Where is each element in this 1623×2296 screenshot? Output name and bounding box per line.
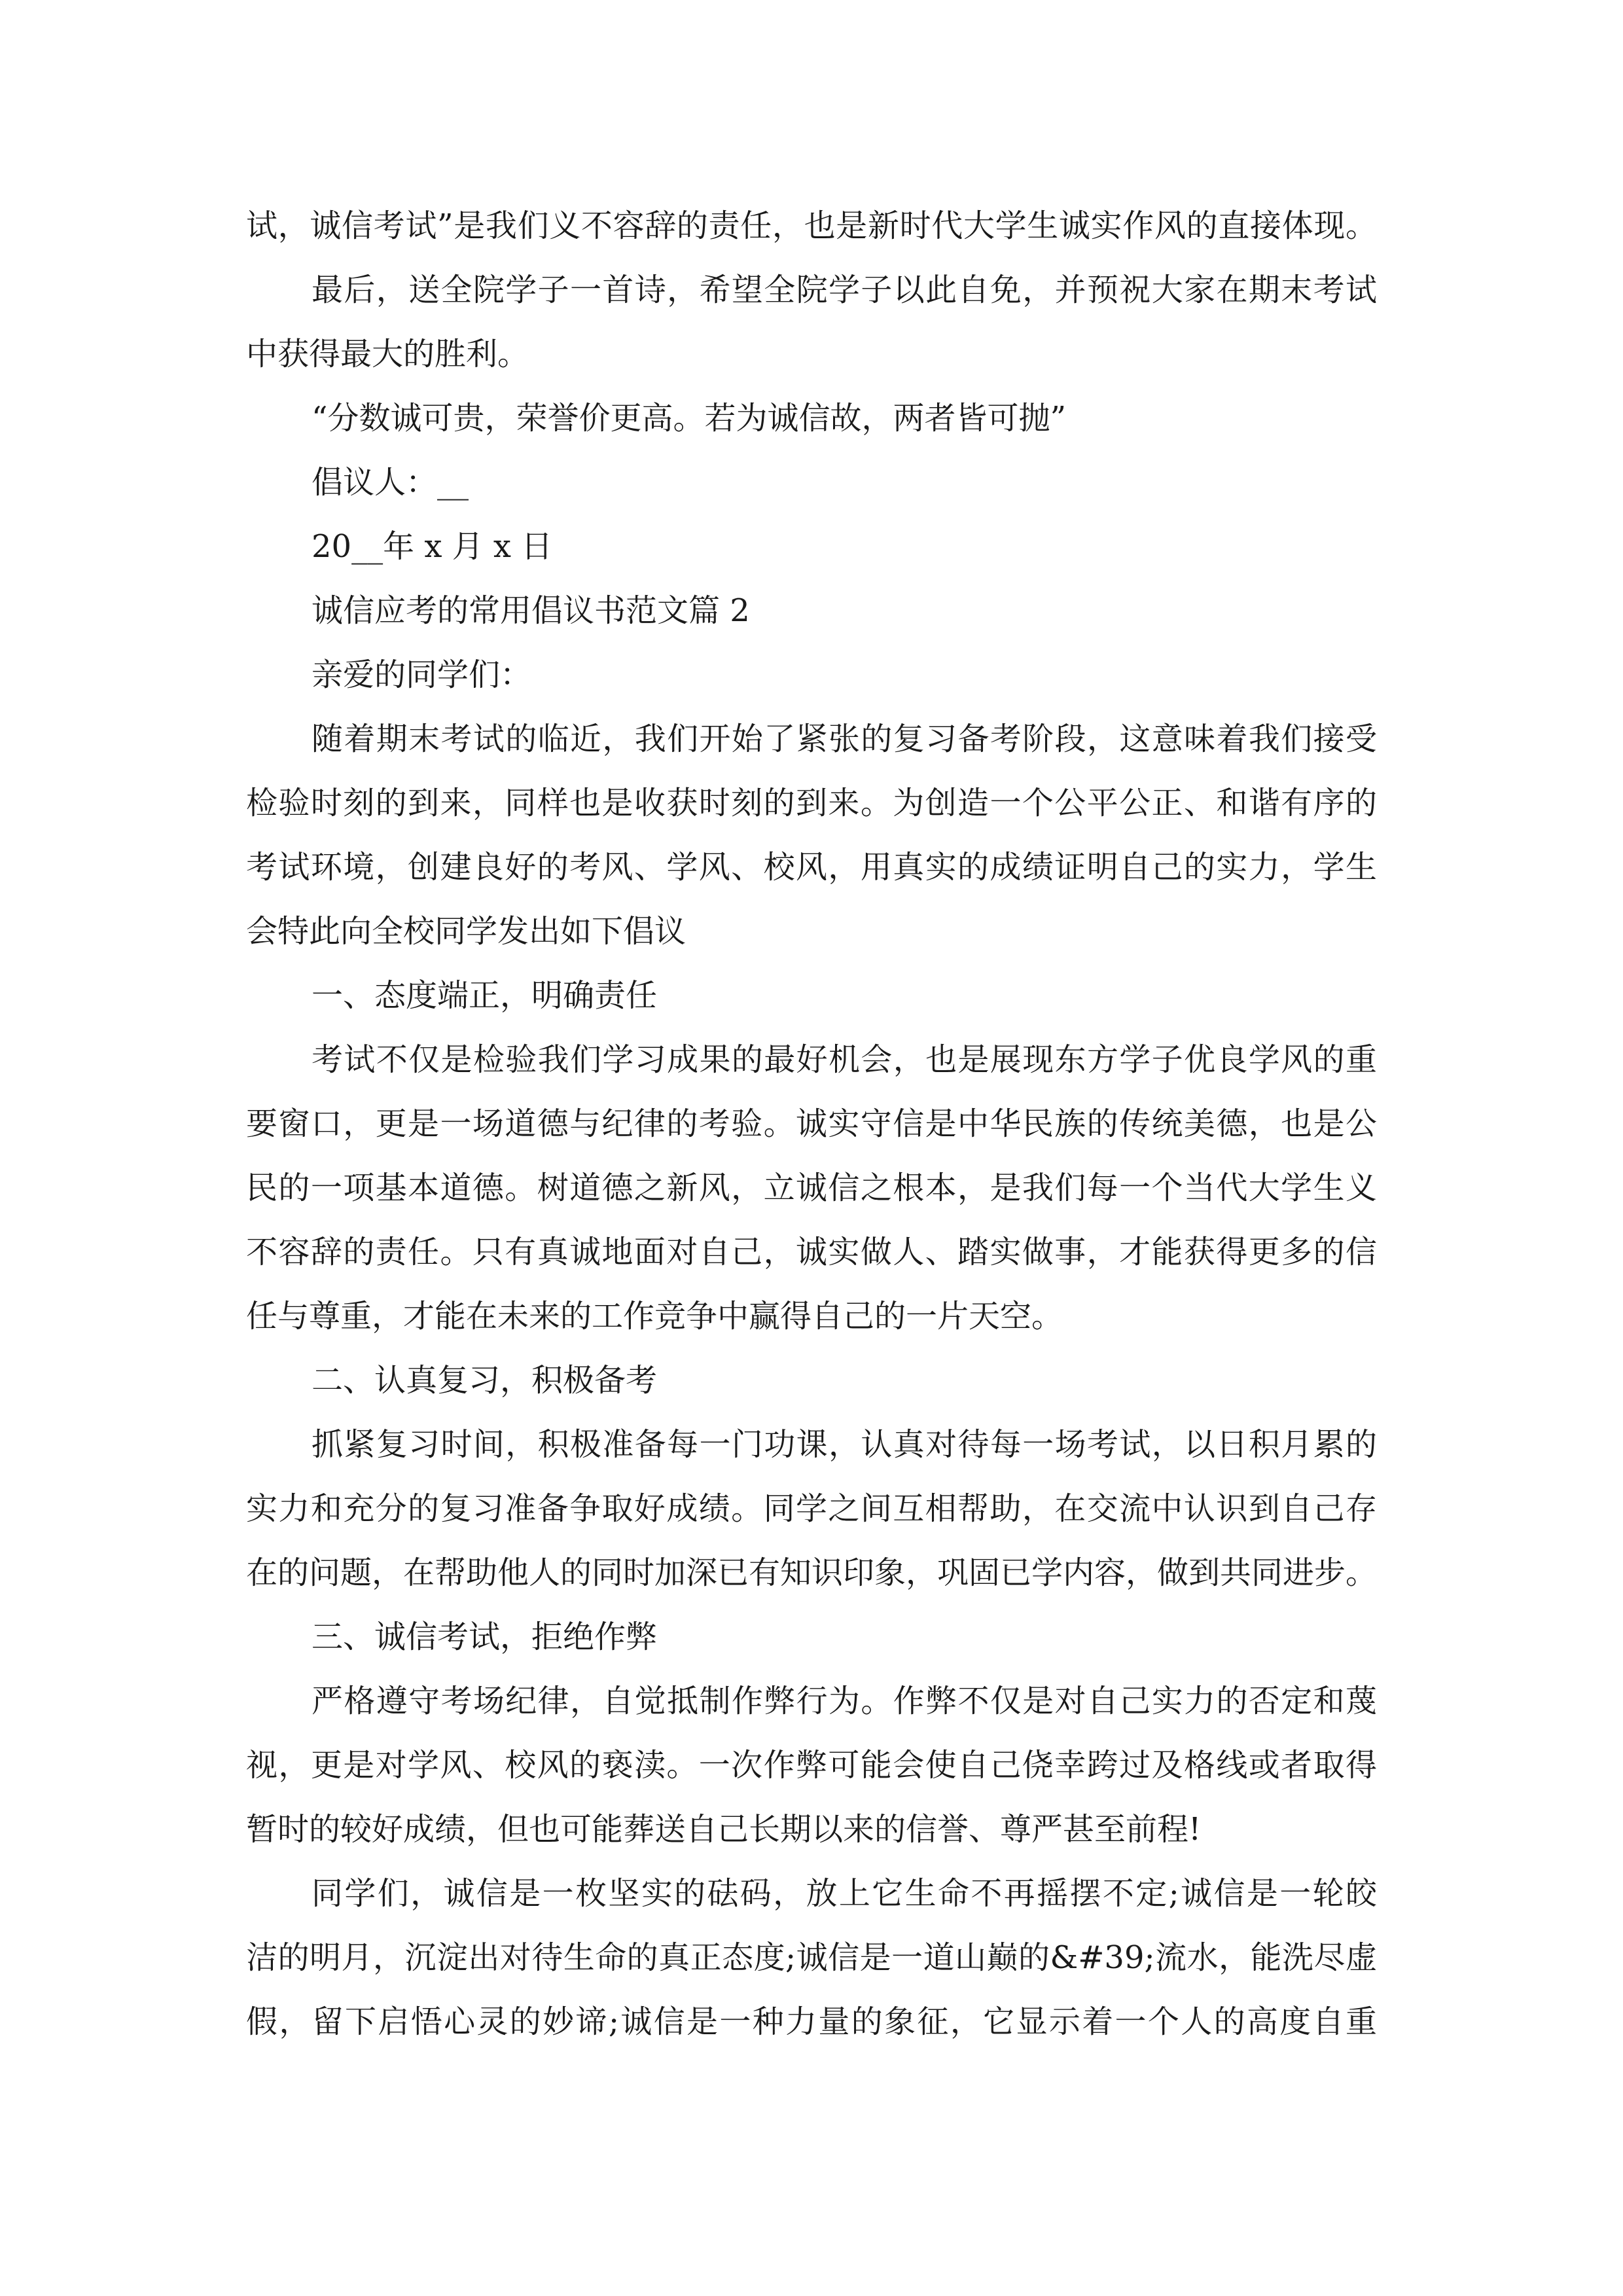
text-line: 试，诚信考试”是我们义不容辞的责任，也是新时代大学生诚实作风的直接体现。	[246, 207, 1377, 244]
text-line: 任与尊重，才能在未来的工作竞争中赢得自己的一片天空。	[246, 1298, 1063, 1335]
text-line: 抓紧复习时间，积极准备每一门功课，认真对待每一场考试，以日积月累的	[312, 1426, 1377, 1463]
text-line: 不容辞的责任。只有真诚地面对自己，诚实做人、踏实做事，才能获得更多的信	[246, 1234, 1377, 1270]
heading-3: 三、诚信考试，拒绝作弊	[312, 1619, 658, 1655]
text-line: 考试环境，创建良好的考风、学风、校风，用真实的成绩证明自己的实力，学生	[246, 849, 1377, 886]
heading-2: 二、认真复习，积极备考	[312, 1362, 658, 1399]
section-title: 诚信应考的常用倡议书范文篇 2	[312, 592, 750, 629]
text-line: 暂时的较好成绩，但也可能葬送自己长期以来的信誉、尊严甚至前程!	[246, 1811, 1202, 1848]
heading-1: 一、态度端正，明确责任	[312, 977, 658, 1014]
text-line: 洁的明月，沉淀出对待生命的真正态度;诚信是一道山巅的&#39;流水，能洗尽虚	[246, 1939, 1377, 1976]
text-line: 视，更是对学风、校风的亵渎。一次作弊可能会使自己侥幸跨过及格线或者取得	[246, 1747, 1377, 1784]
text-line: 会特此向全校同学发出如下倡议	[246, 913, 687, 950]
text-line: 考试不仅是检验我们学习成果的最好机会，也是展现东方学子优良学风的重	[312, 1041, 1377, 1078]
quote-line: “分数诚可贵，荣誉价更高。若为诚信故，两者皆可抛”	[312, 400, 1067, 437]
text-line: 要窗口，更是一场道德与纪律的考验。诚实守信是中华民族的传统美德，也是公	[246, 1105, 1377, 1142]
text-line: 民的一项基本道德。树道德之新风，立诚信之根本，是我们每一个当代大学生义	[246, 1170, 1377, 1206]
text-line: 同学们，诚信是一枚坚实的砝码，放上它生命不再摇摆不定;诚信是一轮皎	[312, 1875, 1377, 1912]
document-page	[246, 194, 1377, 2054]
signature-line: 倡议人：__	[312, 464, 469, 501]
text-line: 假，留下启悟心灵的妙谛;诚信是一种力量的象征，它显示着一个人的高度自重	[246, 2003, 1377, 2040]
date-line: 20__年 x 月 x 日	[312, 528, 553, 565]
text-line: 检验时刻的到来，同样也是收获时刻的到来。为创造一个公平公正、和谐有序的	[246, 785, 1377, 821]
text-line: 最后，送全院学子一首诗，希望全院学子以此自免，并预祝大家在期末考试	[312, 272, 1377, 308]
text-line: 中获得最大的胜利。	[246, 336, 529, 372]
salutation: 亲爱的同学们：	[312, 656, 532, 693]
text-line: 严格遵守考场纪律，自觉抵制作弊行为。作弊不仅是对自己实力的否定和蔑	[312, 1683, 1377, 1719]
text-line: 实力和充分的复习准备争取好成绩。同学之间互相帮助，在交流中认识到自己存	[246, 1490, 1377, 1527]
text-line: 在的问题，在帮助他人的同时加深已有知识印象，巩固已学内容，做到共同进步。	[246, 1554, 1377, 1591]
text-line: 随着期末考试的临近，我们开始了紧张的复习备考阶段，这意味着我们接受	[312, 721, 1377, 757]
